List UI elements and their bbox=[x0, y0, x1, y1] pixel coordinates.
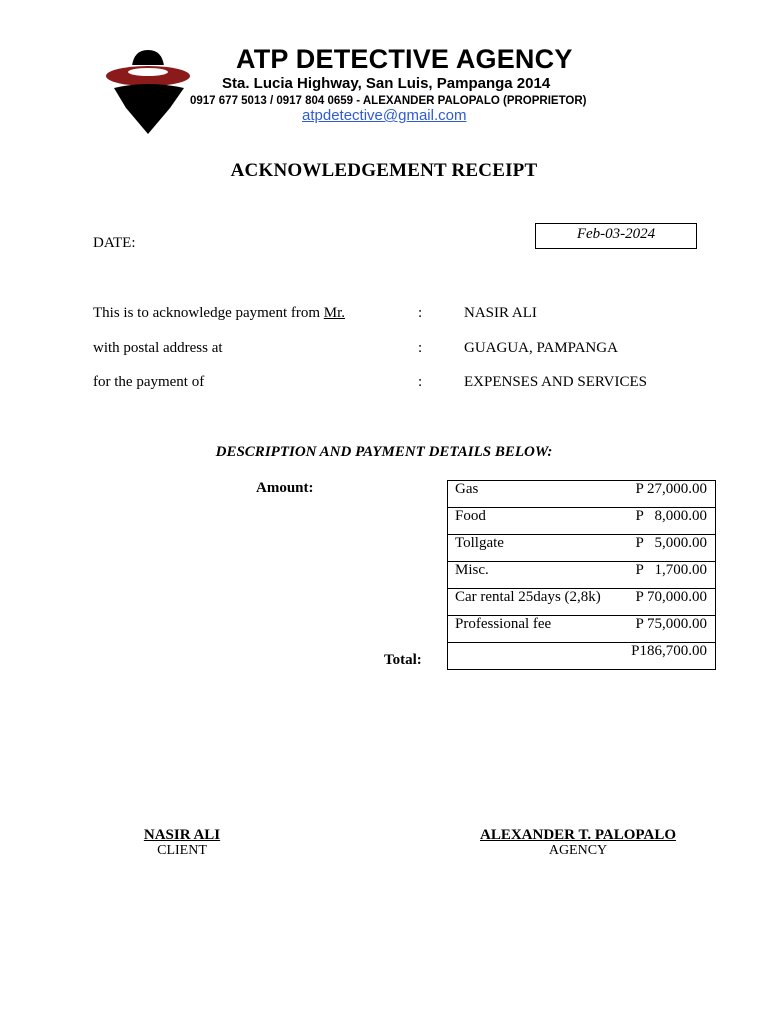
payer-colon: : bbox=[418, 305, 423, 321]
item-amount: P 8,000.00 bbox=[619, 508, 716, 535]
purpose-colon: : bbox=[418, 374, 423, 390]
table-row bbox=[448, 562, 716, 589]
table-row bbox=[448, 481, 716, 508]
table-row bbox=[448, 508, 716, 535]
payer-address: GUAGUA, PAMPANGA bbox=[464, 340, 618, 356]
item-name: Tollgate bbox=[448, 535, 619, 562]
item-name: Car rental 25days (2,8k) bbox=[448, 589, 619, 616]
client-signature-name: NASIR ALI bbox=[143, 827, 221, 843]
agency-signature-name: ALEXANDER T. PALOPALO bbox=[480, 827, 676, 843]
item-name: Professional fee bbox=[448, 616, 619, 643]
item-name: Misc. bbox=[448, 562, 619, 589]
payer-title: Mr. bbox=[323, 305, 346, 321]
payment-purpose: EXPENSES AND SERVICES bbox=[464, 374, 647, 390]
purpose-label: for the payment of bbox=[93, 374, 205, 390]
item-amount: P 70,000.00 bbox=[619, 589, 716, 616]
address-label: with postal address at bbox=[93, 340, 223, 356]
table-row bbox=[448, 589, 716, 616]
description-heading: DESCRIPTION AND PAYMENT DETAILS BELOW: bbox=[215, 444, 553, 460]
payment-table bbox=[447, 480, 716, 670]
item-amount: P 5,000.00 bbox=[619, 535, 716, 562]
item-amount: P 27,000.00 bbox=[619, 481, 716, 508]
date-value-box: Feb-03-2024 bbox=[535, 223, 697, 249]
total-row bbox=[448, 643, 716, 670]
item-amount: P 1,700.00 bbox=[619, 562, 716, 589]
client-role: CLIENT bbox=[157, 843, 207, 858]
detective-hat-icon bbox=[104, 46, 194, 136]
address-colon: : bbox=[418, 340, 423, 356]
item-name: Food bbox=[448, 508, 619, 535]
payer-label-text: This is to acknowledge payment from bbox=[93, 305, 324, 321]
date-label: DATE: bbox=[93, 235, 136, 251]
total-amount: P186,700.00 bbox=[619, 643, 716, 670]
payer-name: NASIR ALI bbox=[464, 305, 537, 321]
agency-contact: 0917 677 5013 / 0917 804 0659 - ALEXANDER PALOPALO (PROPRIETOR) bbox=[190, 95, 587, 107]
agency-email-link[interactable]: atpdetective@gmail.com bbox=[302, 107, 467, 124]
item-amount: P 75,000.00 bbox=[619, 616, 716, 643]
item-name: Gas bbox=[448, 481, 619, 508]
payer-label bbox=[93, 305, 345, 322]
total-spacer bbox=[448, 643, 619, 670]
document-title: ACKNOWLEDGEMENT RECEIPT bbox=[230, 160, 538, 181]
table-row bbox=[448, 616, 716, 643]
table-row bbox=[448, 535, 716, 562]
total-label: Total: bbox=[384, 652, 422, 668]
agency-name: ATP DETECTIVE AGENCY bbox=[236, 44, 573, 74]
amount-label: Amount: bbox=[256, 480, 314, 496]
agency-role: AGENCY bbox=[548, 843, 608, 858]
agency-address: Sta. Lucia Highway, San Luis, Pampanga 2014 bbox=[222, 75, 551, 92]
